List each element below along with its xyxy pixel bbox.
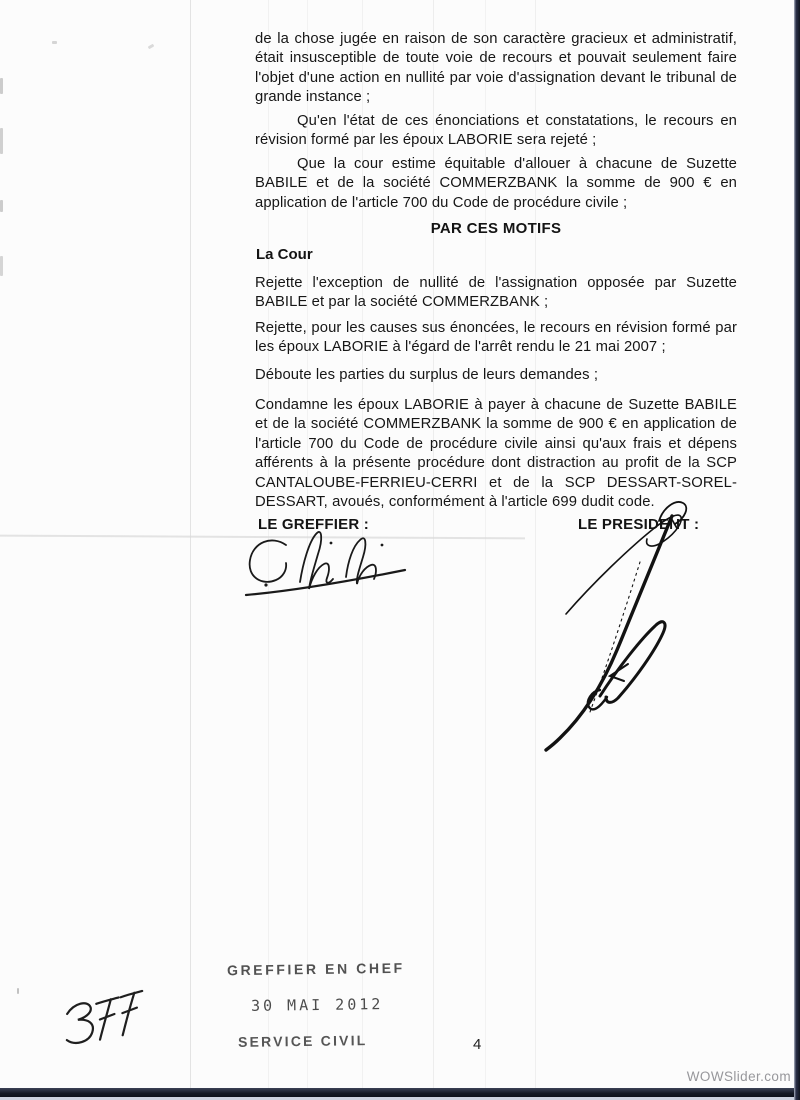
doc-line: Condamne les époux LABORIE à payer à chacune de Suzette BABILE [255, 397, 737, 413]
doc-line: application de l'article 700 du Code de procédure civile ; [255, 194, 628, 211]
doc-line: Qu'en l'état de ces énonciations et constatations, le recours en [297, 113, 737, 129]
wowslider-watermark: WOWSlider.com [686, 1069, 791, 1084]
paragraph [255, 30, 737, 108]
scan-smudge [0, 128, 3, 154]
paragraph [255, 319, 737, 358]
paragraph [255, 396, 737, 512]
page-number: 4 [473, 1036, 482, 1053]
fold-line-vertical [190, 0, 191, 1100]
scan-smudge [0, 256, 3, 276]
stamp-date: 30 MAI 2012 [250, 995, 384, 1015]
section-heading: PAR CES MOTIFS [430, 220, 562, 237]
scan-speck [52, 41, 57, 44]
doc-line: Rejette l'exception de nullité de l'assignation opposée par Suzette [255, 275, 737, 291]
greffier-label: LE GREFFIER : [258, 516, 369, 533]
fold-line-horizontal [0, 535, 525, 540]
doc-line: Que la cour estime équitable d'allouer à chacune de Suzette [297, 156, 737, 172]
president-signature [540, 495, 710, 755]
doc-line: révision formé par les époux LABORIE sera rejeté ; [255, 132, 597, 149]
frame-bottom-bar [0, 1088, 800, 1097]
la-cour-label: La Cour [256, 246, 313, 263]
doc-line: de la chose jugée en raison de son caractère gracieux et administratif, [255, 31, 737, 47]
paragraph [255, 112, 737, 151]
doc-line: DESSART, avoués, conformément à l'article 699 dudit code. [255, 494, 655, 511]
stamp-greffier-en-chef: GREFFIER EN CHEF [226, 959, 405, 979]
frame-right-border [794, 0, 800, 1100]
paragraph [255, 155, 737, 213]
doc-line: grande instance ; [255, 89, 371, 106]
doc-line: BABILE et de la société COMMERZBANK la somme de 900 € en [255, 175, 737, 192]
doc-line: l'objet d'une action en nullité par voie d'assignation devant le tribunal de [255, 69, 737, 86]
doc-line: BABILE et par la société COMMERZBANK ; [255, 294, 549, 311]
doc-line: Rejette, pour les causes sus énoncées, le recours en révision formé par [255, 320, 737, 336]
scan-smudge [0, 78, 3, 94]
scan-speck [148, 44, 155, 50]
scan-smudge [0, 200, 3, 212]
paragraph [255, 366, 737, 385]
president-label: LE PRESIDENT : [578, 516, 700, 533]
scan-speck [17, 988, 19, 994]
doc-line: était insusceptible de toute voie de recours et pouvait seulement faire [255, 50, 737, 67]
doc-line: afférents à la présente procédure dont distraction au profit de la SCP [255, 455, 737, 472]
paragraph [255, 274, 737, 313]
stamp-service-civil: SERVICE CIVIL [237, 1032, 368, 1050]
doc-line: les époux LABORIE à l'égard de l'arrêt rendu le 21 mai 2007 ; [255, 339, 666, 356]
doc-line: Déboute les parties du surplus de leurs demandes ; [255, 367, 599, 383]
doc-line: et de la société COMMERZBANK la somme de 900 € en application de [255, 416, 737, 433]
handwritten-folio-number-377 [55, 985, 155, 1055]
doc-line: CANTALOUBE-FERRIEU-CERRI et de la SCP DESSART-SOREL- [255, 474, 737, 491]
doc-line: l'article 700 du Code de procédure civile ainsi qu'aux frais et dépens [255, 435, 737, 452]
